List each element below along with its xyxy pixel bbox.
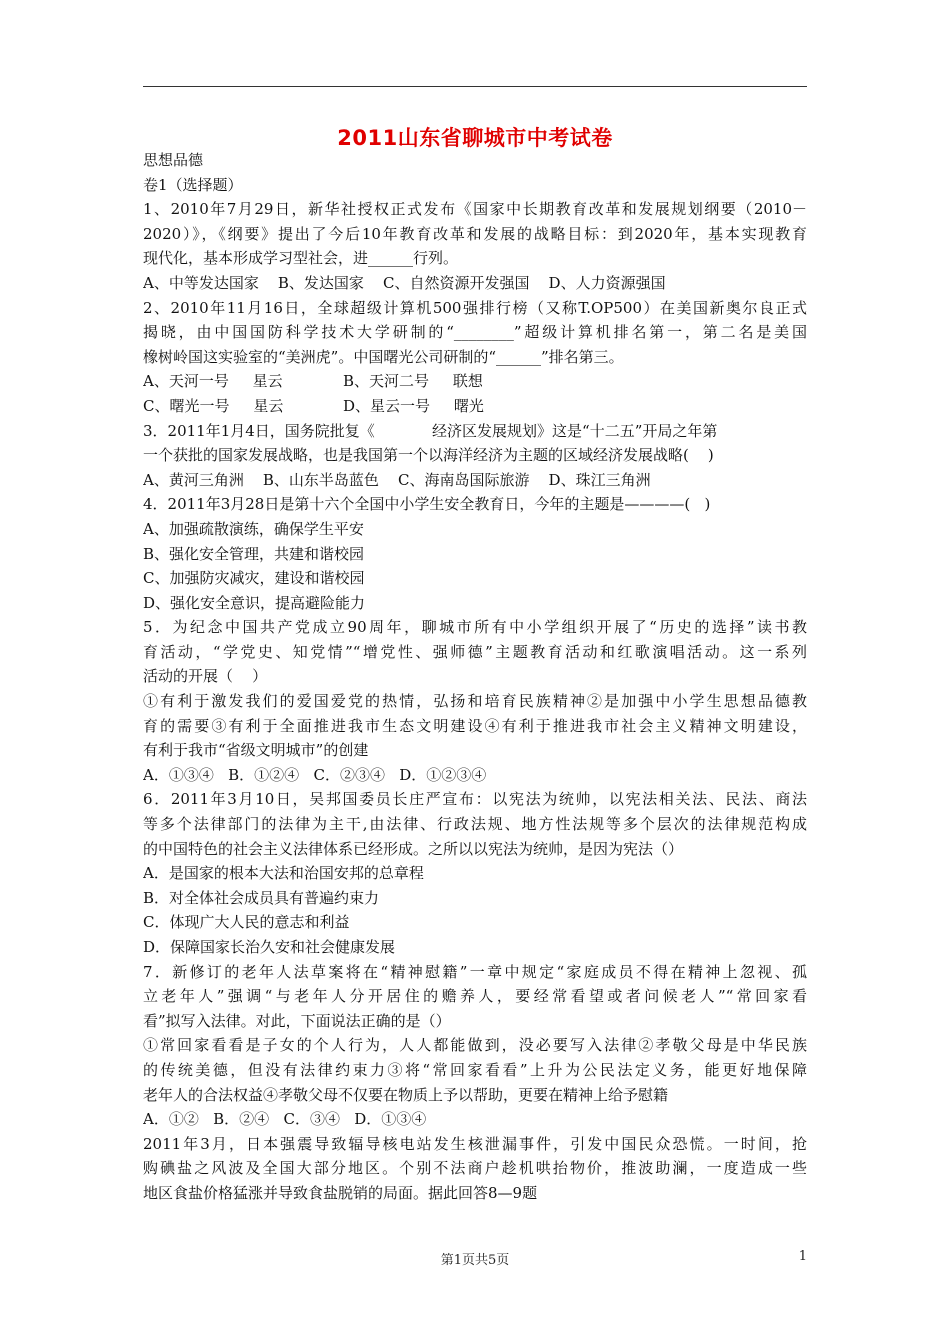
passage-line: 购碘盐之风波及全国大部分地区。个别不法商户趁机哄抬物价，推波助澜，一度造成一些 xyxy=(143,1159,807,1178)
question-2-line: 2、2010年11月16日，全球超级计算机500强排行榜（又称T.OP500）在美国新奥尔良正式 xyxy=(143,298,807,317)
question-1-options: A、中等发达国家 B、发达国家 C、自然资源开发强国 D、人力资源强国 xyxy=(143,273,666,292)
question-5-line: 有利于我市“省级文明城市”的创建 xyxy=(143,741,369,760)
question-6-option: C．体现广大人民的意志和利益 xyxy=(143,913,350,932)
question-6-line: 6．2011年3月10日，吴邦国委员长庄严宣布：以宪法为统帅，以宪法相关法、民法、商法 xyxy=(143,790,807,809)
question-6-option: D．保障国家长治久安和社会健康发展 xyxy=(143,938,396,956)
question-7-line: 7．新修订的老年人法草案将在“精神慰籍”一章中规定“家庭成员不得在精神上忽视、孤 xyxy=(143,962,807,981)
question-2-line: 揭晓，由中国国防科学技术大学研制的“________”超级计算机排名第一，第二名是美国 xyxy=(143,323,807,342)
question-3-line: 3．2011年1月4日，国务院批复《 经济区发展规划》这是“十二五”开局之年第 xyxy=(143,421,718,440)
question-5-line: 育活动，“学党史、知党情”“增党性、强师德”主题教育活动和红歌演唱活动。这一系列 xyxy=(143,642,807,661)
question-2-line: 橡树岭国这实验室的“美洲虎”。中国曙光公司研制的“______”排名第三。 xyxy=(143,347,624,366)
question-7-line: 立老年人”强调“与老年人分开居住的赡养人，要经常看望或者问候老人”“常回家看 xyxy=(143,987,807,1006)
question-4-stem: 4．2011年3月28日是第十六个全国中小学生安全教育日，今年的主题是————( ) xyxy=(143,495,711,514)
question-7-line: ①常回家看看是子女的个人行为，人人都能做到，没必要写入法律②孝敬父母是中华民族 xyxy=(143,1036,807,1055)
subject-heading: 思想品德 xyxy=(143,151,204,169)
question-2-option-d: D、星云一号 曙光 xyxy=(343,396,484,415)
question-7-line: 老年人的合法权益④孝敬父母不仅要在物质上予以帮助，更要在精神上给予慰籍 xyxy=(143,1085,669,1104)
question-6-option: B．对全体社会成员具有普遍约束力 xyxy=(143,888,380,907)
question-4-option: A、加强疏散演练，确保学生平安 xyxy=(143,519,364,538)
question-2-options-row xyxy=(143,369,807,394)
question-1-line: 2020）》，《纲要》提出了今后10年教育改革和发展的战略目标：到2020年，基本实现教育 xyxy=(143,224,807,243)
question-4-option: B、强化安全管理，共建和谐校园 xyxy=(143,544,365,563)
question-1-line: 1、2010年7月29日，新华社授权正式发布《国家中长期教育改革和发展规划纲要（2010－ xyxy=(143,200,807,219)
section-heading: 卷1（选择题） xyxy=(143,175,243,194)
page-title: 2011山东省聊城市中考试卷 xyxy=(337,126,613,150)
question-2-option-b: B、天河二号 联想 xyxy=(343,372,483,391)
question-4-option: C、加强防灾减灾，建设和谐校园 xyxy=(143,569,365,588)
question-3-line: 一个获批的国家发展战略，也是我国第一个以海洋经济为主题的区域经济发展战略( ) xyxy=(143,446,714,465)
question-4-option: D、强化安全意识，提高避险能力 xyxy=(143,593,366,612)
question-5-line: ①有利于激发我们的爱国爱党的热情，弘扬和培育民族精神②是加强中小学生思想品德教 xyxy=(143,692,807,711)
question-5-options: A．①③④ B．①②④ C．②③④ D．①②③④ xyxy=(143,765,487,784)
question-6-line: 的中国特色的社会主义法律体系已经形成。之所以以宪法为统帅，是因为宪法（） xyxy=(143,839,684,858)
question-5-line: 育的需要③有利于全面推进我市生态文明建设④有利于推进我市社会主义精神文明建设， xyxy=(143,716,807,735)
question-2-option-a: A、天河一号 星云 xyxy=(143,372,283,391)
footer-page-number: 1 xyxy=(798,1249,807,1264)
header-rule xyxy=(143,86,807,87)
question-2-options-row xyxy=(143,394,807,419)
passage-line: 地区食盐价格猛涨并导致食盐脱销的局面。据此回答8—9题 xyxy=(143,1183,538,1202)
question-2-option-c: C、曙光一号 星云 xyxy=(143,396,284,415)
question-3-options: A、黄河三角洲 B、山东半岛蓝色 C、海南岛国际旅游 D、珠江三角洲 xyxy=(143,470,651,489)
question-5-line: 5．为纪念中国共产党成立90周年，聊城市所有中小学组织开展了“历史的选择”读书教 xyxy=(143,618,807,637)
question-7-line: 的传统美德，但没有法律约束力③将“常回家看看”上升为公民法定义务，能更好地保障 xyxy=(143,1060,807,1079)
question-6-option: A．是国家的根本大法和治国安邦的总章程 xyxy=(143,864,424,883)
question-7-options: A．①② B．②④ C．③④ D．①③④ xyxy=(143,1110,427,1129)
question-6-line: 等多个法律部门的法律为主干,由法律、行政法规、地方性法规等多个层次的法律规范构成 xyxy=(143,815,807,834)
question-1-line: 现代化，基本形成学习型社会，进______行列。 xyxy=(143,249,459,268)
question-5-line: 活动的开展（ ） xyxy=(143,667,268,686)
document-body xyxy=(143,148,807,1206)
passage-line: 2011年3月，日本强震导致辐导核电站发生核泄漏事件，引发中国民众恐慌。一时间，抢 xyxy=(143,1134,807,1153)
question-7-line: 看”拟写入法律。对此，下面说法正确的是（） xyxy=(143,1011,451,1030)
footer-page-label: 第1页共5页 xyxy=(440,1253,510,1268)
